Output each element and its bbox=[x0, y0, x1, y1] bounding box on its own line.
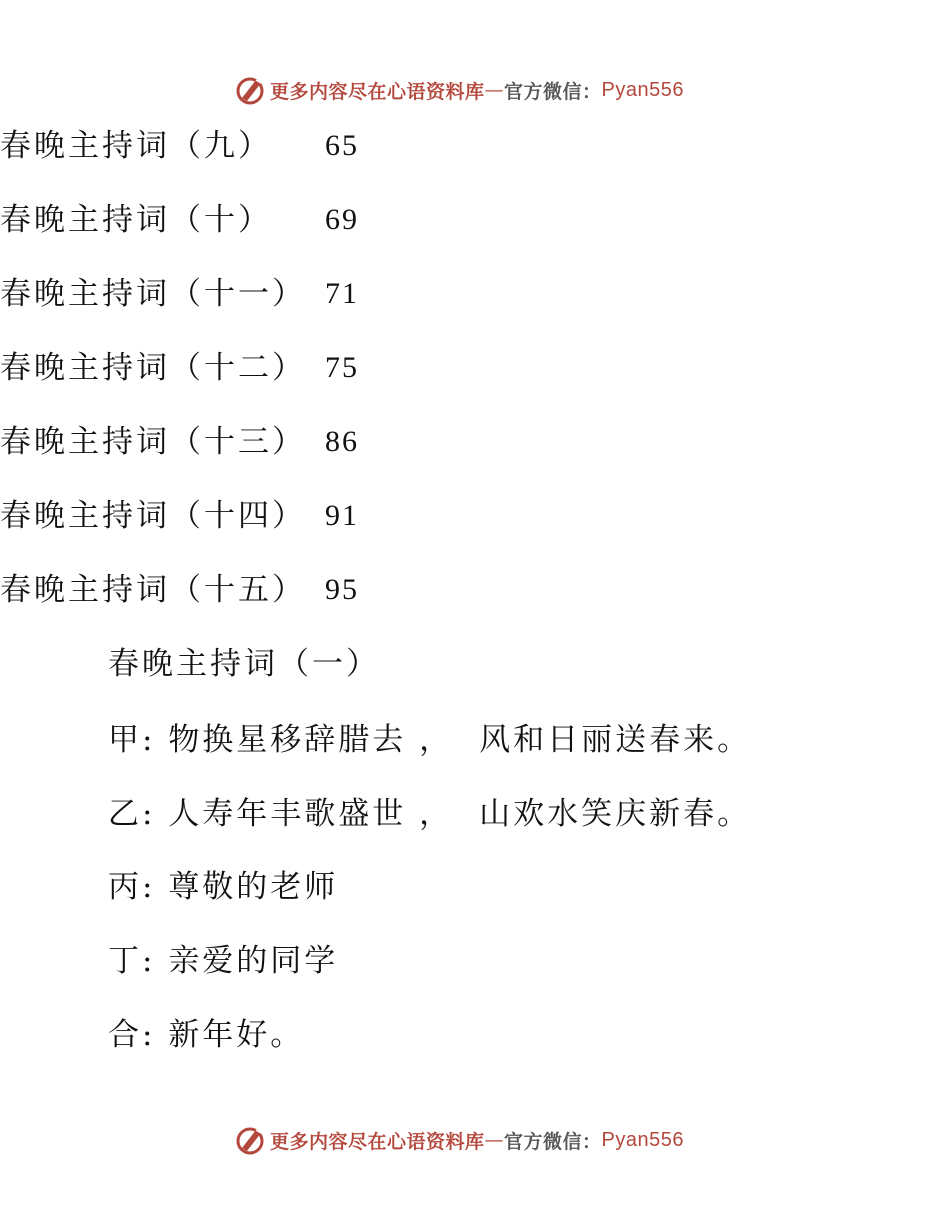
dialogue-text-second: 山欢水笑庆新春。 bbox=[479, 796, 752, 832]
dialogue-speaker: 丙: bbox=[108, 869, 156, 905]
dialogue-text: 人寿年丰歌盛世 ， bbox=[168, 796, 454, 832]
watermark-main-text: 更多内容尽在心语资料库 bbox=[270, 80, 485, 103]
toc-entry bbox=[0, 126, 480, 166]
toc-entry bbox=[0, 496, 480, 536]
toc-entry-title: 春晚主持词（十三） bbox=[0, 424, 306, 460]
watermark-label: 官方微信： bbox=[504, 1130, 602, 1153]
dialogue-speaker: 甲: bbox=[108, 722, 156, 758]
footer-watermark bbox=[234, 1123, 684, 1157]
dialogue-speaker: 丁: bbox=[108, 943, 156, 979]
pen-logo-icon bbox=[234, 1124, 266, 1156]
toc-entry-page: 91 bbox=[325, 499, 359, 532]
dialogue-text: 物换星移辞腊去 ， bbox=[168, 722, 454, 758]
toc-entry bbox=[0, 570, 480, 610]
toc-entry bbox=[0, 200, 480, 240]
toc-entry-page: 75 bbox=[325, 351, 359, 384]
header-watermark bbox=[234, 73, 684, 107]
watermark-account: Pyan556 bbox=[601, 1128, 684, 1151]
dialogue-text: 新年好。 bbox=[168, 1017, 305, 1053]
watermark-label: 官方微信： bbox=[504, 80, 602, 103]
dialogue-line bbox=[108, 1015, 304, 1055]
toc-entry-page: 69 bbox=[325, 203, 359, 236]
watermark-main-text: 更多内容尽在心语资料库 bbox=[270, 1130, 485, 1153]
toc-entry-page: 71 bbox=[325, 277, 359, 310]
dialogue-line bbox=[108, 720, 751, 760]
dialogue-line bbox=[108, 794, 751, 834]
toc-entry bbox=[0, 274, 480, 314]
toc-entry-title: 春晚主持词（十五） bbox=[0, 572, 306, 608]
toc-entry-title: 春晚主持词（十二） bbox=[0, 350, 306, 386]
toc-entry-title: 春晚主持词（十） bbox=[0, 202, 272, 238]
dialogue-text-second: 风和日丽送春来。 bbox=[479, 722, 752, 758]
toc-entry-title: 春晚主持词（十一） bbox=[0, 276, 306, 312]
watermark-account: Pyan556 bbox=[601, 78, 684, 101]
section-title: 春晚主持词（一） bbox=[108, 646, 380, 682]
watermark-dash: — bbox=[484, 79, 505, 101]
dialogue-line bbox=[108, 867, 338, 907]
toc-entry-title: 春晚主持词（九） bbox=[0, 128, 272, 164]
dialogue-speaker: 乙: bbox=[108, 796, 156, 832]
watermark-dash: — bbox=[484, 1129, 505, 1151]
dialogue-line bbox=[108, 941, 338, 981]
toc-entry-page: 65 bbox=[325, 129, 359, 162]
toc-entry-title: 春晚主持词（十四） bbox=[0, 498, 306, 534]
toc-entry bbox=[0, 422, 480, 462]
toc-entry-page: 86 bbox=[325, 425, 359, 458]
dialogue-speaker: 合: bbox=[108, 1017, 156, 1053]
pen-logo-icon bbox=[234, 74, 266, 106]
toc-entry-page: 95 bbox=[325, 573, 359, 606]
dialogue-text: 亲爱的同学 bbox=[168, 943, 339, 979]
dialogue-text: 尊敬的老师 bbox=[168, 869, 339, 905]
toc-entry bbox=[0, 348, 480, 388]
